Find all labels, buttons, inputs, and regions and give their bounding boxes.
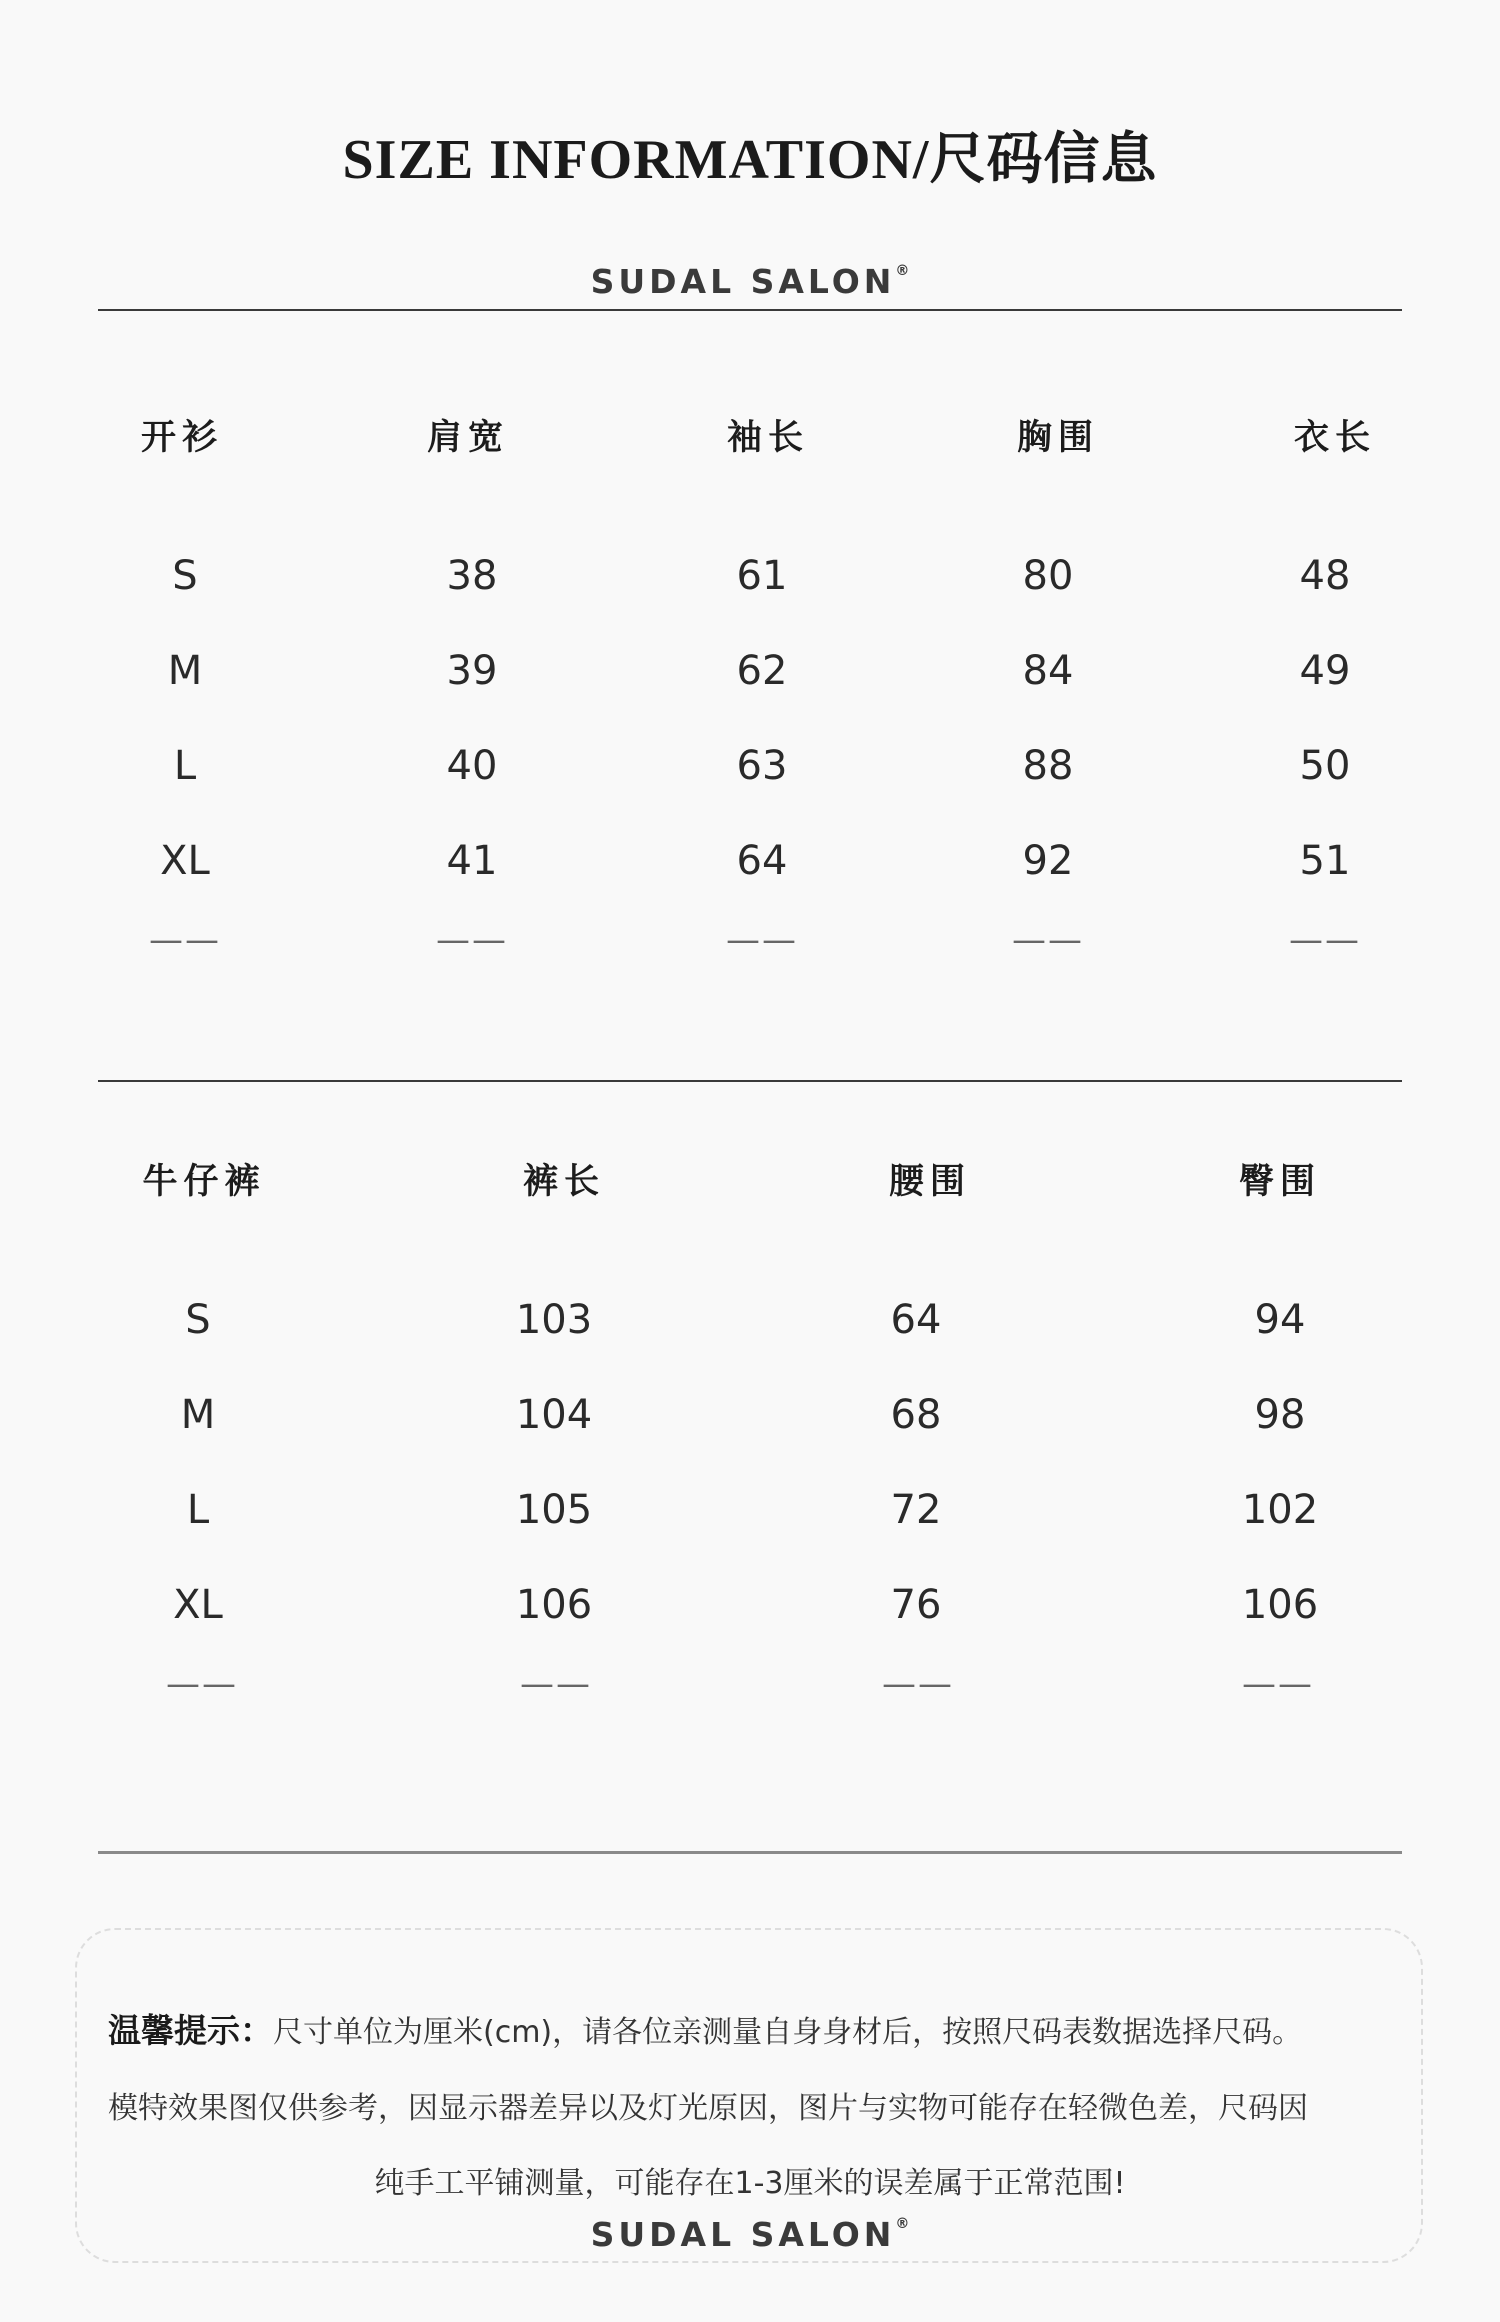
registered-mark: ®: [895, 263, 910, 279]
table-cell-empty: ——: [149, 920, 221, 960]
size-label: L: [173, 743, 197, 789]
header-length: 衣长: [1293, 418, 1377, 458]
brand-logo-top: [0, 262, 1500, 301]
table-cell: 68: [890, 1392, 942, 1438]
table-cell: 76: [890, 1582, 942, 1628]
table-cell: 104: [515, 1392, 593, 1438]
table-cell: 98: [1254, 1392, 1306, 1438]
table-cell: 61: [736, 553, 788, 599]
brand-name: SUDAL SALON: [590, 2215, 896, 2254]
table-cell-empty: ——: [882, 1664, 954, 1704]
registered-mark: ®: [895, 2216, 910, 2232]
table-cell: 80: [1022, 553, 1074, 599]
table-cell: 64: [890, 1297, 942, 1343]
table-cell: 50: [1299, 743, 1351, 789]
table-cell: 41: [446, 838, 498, 884]
size-label: L: [186, 1487, 210, 1533]
table-cell: 62: [736, 648, 788, 694]
table-cell: 39: [446, 648, 498, 694]
header-chest: 胸围: [1016, 418, 1100, 458]
table-cell-empty: ——: [520, 1664, 592, 1704]
table-cell: 72: [890, 1487, 942, 1533]
header-shoulder-width: 肩宽: [426, 418, 510, 458]
table-cell: 105: [515, 1487, 593, 1533]
table-cell: 48: [1299, 553, 1351, 599]
table-cell: 106: [1241, 1582, 1319, 1628]
notice-label: 温馨提示：: [108, 2011, 273, 2050]
size-label: M: [180, 1392, 216, 1438]
notice-text-1: 尺寸单位为厘米(cm)，请各位亲测量自身身材后，按照尺码表数据选择尺码。: [273, 2015, 1303, 2050]
header-pants-length: 裤长: [522, 1162, 606, 1202]
table-cell: 103: [515, 1297, 593, 1343]
notice-line-1: [108, 2005, 1302, 2052]
table-cell-empty: ——: [726, 920, 798, 960]
table-cell: 92: [1022, 838, 1074, 884]
divider-middle: [98, 1080, 1402, 1082]
table-cell-empty: ——: [1012, 920, 1084, 960]
table-cell: 64: [736, 838, 788, 884]
notice-line-2: 模特效果图仅供参考，因显示器差异以及灯光原因，图片与实物可能存在轻微色差，尺码因: [108, 2091, 1308, 2126]
table-cell: 51: [1299, 838, 1351, 884]
size-label: M: [167, 648, 203, 694]
table-cell-empty: ——: [436, 920, 508, 960]
size-label: XL: [173, 1582, 223, 1628]
table-cell: 88: [1022, 743, 1074, 789]
page-title: SIZE INFORMATION/尺码信息: [342, 129, 1158, 191]
table-cell: 84: [1022, 648, 1074, 694]
brand-logo-bottom: [0, 2215, 1500, 2254]
table-cell: 102: [1241, 1487, 1319, 1533]
header-jeans: 牛仔裤: [142, 1162, 266, 1202]
header-cardigan: 开衫: [140, 418, 224, 458]
table-cell: 38: [446, 553, 498, 599]
size-label: S: [172, 553, 198, 599]
table-cell-empty: ——: [166, 1664, 238, 1704]
table-cell-empty: ——: [1289, 920, 1361, 960]
header-hip: 臀围: [1238, 1162, 1322, 1202]
size-label: S: [185, 1297, 211, 1343]
brand-name: SUDAL SALON: [590, 262, 896, 301]
notice-line-3: 纯手工平铺测量，可能存在1-3厘米的误差属于正常范围!: [374, 2166, 1126, 2201]
divider-bottom: [98, 1851, 1402, 1854]
table-cell-empty: ——: [1242, 1664, 1314, 1704]
divider-top: [98, 309, 1402, 311]
size-label: XL: [160, 838, 210, 884]
table-cell: 94: [1254, 1297, 1306, 1343]
table-cell: 40: [446, 743, 498, 789]
table-cell: 49: [1299, 648, 1351, 694]
table-cell: 63: [736, 743, 788, 789]
table-cell: 106: [515, 1582, 593, 1628]
header-waist: 腰围: [888, 1162, 972, 1202]
header-sleeve-length: 袖长: [726, 418, 810, 458]
